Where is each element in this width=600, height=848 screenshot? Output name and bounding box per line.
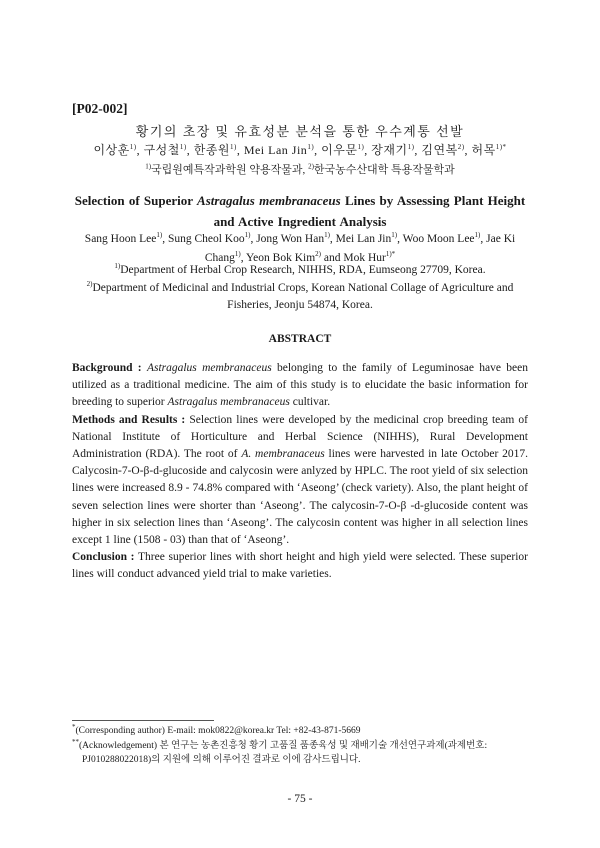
en-author-name: Yeon Bok Kim [246, 252, 316, 264]
footnote-text: (Corresponding author) E-mail: mok0822@korea.kr Tel: +82-43-871-5669 [75, 726, 361, 736]
en-author-name: Woo Moon Lee [402, 233, 475, 245]
footnote-mark: ** [72, 737, 79, 746]
background-label: Background : [72, 362, 142, 374]
affil-mark: 2) [308, 162, 314, 171]
footnote-mark: * [72, 722, 76, 731]
korean-affiliations [0, 161, 600, 177]
kr-author-affil-mark: 1) [357, 143, 365, 151]
kr-author-affil-mark: 1) [129, 143, 137, 151]
en-title-part1: Selection of Superior [74, 193, 193, 208]
en-title-line2: and Active Ingredient Analysis [213, 214, 387, 229]
kr-affiliation-1: 국립원예특작과학원 약용작물과, [151, 164, 306, 176]
en-author-affil-mark: 1) [244, 231, 251, 240]
affil-mark: 2) [86, 280, 93, 289]
en-author-affil-mark: 2) [315, 250, 321, 259]
abstract-code: [P02-002] [72, 101, 128, 116]
kr-author-name: 이상훈 [93, 143, 130, 157]
affil-mark: 1) [114, 262, 121, 271]
footnote-divider [72, 720, 214, 721]
abstract-body [72, 360, 528, 584]
en-author-affil-mark: 1) [156, 231, 163, 240]
en-affiliation-1-text: Department of Herbal Crop Research, NIHHS, RDA, Eumseong 27709, Korea. [120, 264, 486, 276]
kr-author-affil-mark: 1) [307, 143, 315, 151]
en-author-affil-mark: 1)* [385, 250, 396, 259]
kr-author-name: 장재기 [371, 143, 408, 157]
methods-text-cont: lines were harvested in late October 2017. Calycosin-7-O-β-d-glucoside and calycosin were anlyzed by HPLC. The root yield of six selection lines were increased 8.9 - 74.8% compared with ‘Aseong’ (check variety). Also, the plant height of seven selection lines were shorter than ‘Aseong’. The calycosin‐7-O-β -d-glucoside content was higher in six selection lines than ‘Aseong’. The calycosin content was higher in all selection lines except 1 line (1508 - 03) than that of ‘Aseong’. [72, 448, 528, 547]
affil-mark: 1) [145, 162, 152, 171]
en-author-name: Jae Ki Chang [204, 233, 516, 264]
methods-text: Selection lines were developed by the medicinal crop breeding team of National Institute of Horticulture and Herbal Science (NIHHS), Rural Development Administration (RDA). The root of [72, 413, 528, 461]
kr-author-name: 이우문 [321, 143, 358, 157]
en-author-affil-mark: 1) [391, 231, 398, 240]
en-author-affil-mark: 1) [474, 231, 481, 240]
abstract-heading: ABSTRACT [268, 333, 332, 345]
footnote-acknowledgement [72, 739, 532, 767]
en-title-species: Astragalus membranaceus [197, 193, 341, 208]
en-author-name: Mei Lan Jin [335, 233, 392, 245]
kr-author-name: 허목 [471, 143, 496, 157]
kr-author-name: 구성철 [143, 143, 180, 157]
conclusion-label: Conclusion : [72, 551, 135, 564]
background-text: belonging to the family of Leguminosae have been utilized as a traditional medicine. The aim of this study is to elucidate the basic information for breeding to superior [72, 362, 529, 409]
en-author-affil-mark: 1) [324, 231, 330, 240]
footnote-corresponding [72, 724, 532, 738]
kr-author-name: 한종원 [193, 143, 230, 157]
kr-author-affil-mark: 1) [179, 143, 187, 151]
en-author-name: Mok Hur [343, 252, 386, 264]
species-name: Astragalus membranaceus [146, 362, 272, 374]
kr-affiliation-2: 한국농수산대학 특용작물학과 [313, 164, 455, 176]
kr-author-affil-mark: 1) [407, 143, 415, 151]
footnote-text: (Acknowledgement) 본 연구는 농촌진흥청 황기 고품질 품종육성 및 재배기술 개선연구과제(과제번호: [79, 741, 488, 751]
english-affiliation-1 [72, 262, 528, 278]
english-authors: Sang Hoon Lee$^{1)}$, Sung Cheol Koo$^{1)}$, Jong Won Han$^{1)}$, Mei Lan Jin$^{1)}$, Woo Moon Lee$^{1)}$, Jae Ki Chang$^{1)}$, Yeon Bok Kim$^{2)}$ and Mok Hur$^{1)*}$ [84, 231, 516, 264]
kr-author-name: Mei Lan Jin [243, 143, 308, 157]
en-author-name: Jong Won Han [256, 233, 325, 245]
en-author-name: Sang Hoon Lee [84, 233, 157, 245]
english-title [72, 190, 528, 232]
conclusion-text: Three superior lines with short height and high yield were selected. These superior lines will conduct advanced yield trial to make varieties. [72, 551, 529, 581]
species-name: A. membranaceus [241, 448, 325, 461]
en-title-part2: Lines by Assessing Plant Height [344, 193, 526, 208]
background-text-end: cultivar. [292, 396, 331, 409]
methods-label: Methods and Results : [72, 413, 186, 426]
kr-author-affil-mark: 1) [229, 143, 237, 151]
kr-author-name: 김연복 [421, 143, 458, 157]
kr-author-affil-mark: 1)* [495, 143, 507, 151]
en-affiliation-2-text: Department of Medicinal and Industrial Crops, Korean National Collage of Agriculture and Fisheries, Jeonju 54874, Korea. [92, 282, 514, 311]
kr-author-affil-mark: 2) [457, 143, 465, 151]
page-number: - 75 - [287, 793, 313, 805]
conclusion-paragraph [72, 549, 528, 583]
korean-authors: 이상훈$^{1)}$, 구성철$^{1)}$, 한종원$^{1)}$, Mei Lan Jin$^{1)}$, 이우문$^{1)}$, 장재기$^{1)}$, 김연복$^{2)}$, 허목$^{1)*}$ [93, 143, 507, 157]
footnote-text-cont: PJ010288022018)의 지원에 의해 이루어진 결과로 이에 감사드립니다. [82, 755, 361, 765]
species-name: Astragalus membranaceus [167, 396, 290, 409]
en-author-name: Sung Cheol Koo [167, 233, 245, 245]
methods-paragraph [72, 412, 528, 550]
korean-title: 황기의 초장 및 유효성분 분석을 통한 우수계통 선발 [135, 124, 465, 139]
english-affiliation-2 [72, 280, 528, 314]
background-paragraph [72, 360, 528, 412]
en-author-affil-mark: 1) [234, 250, 241, 259]
